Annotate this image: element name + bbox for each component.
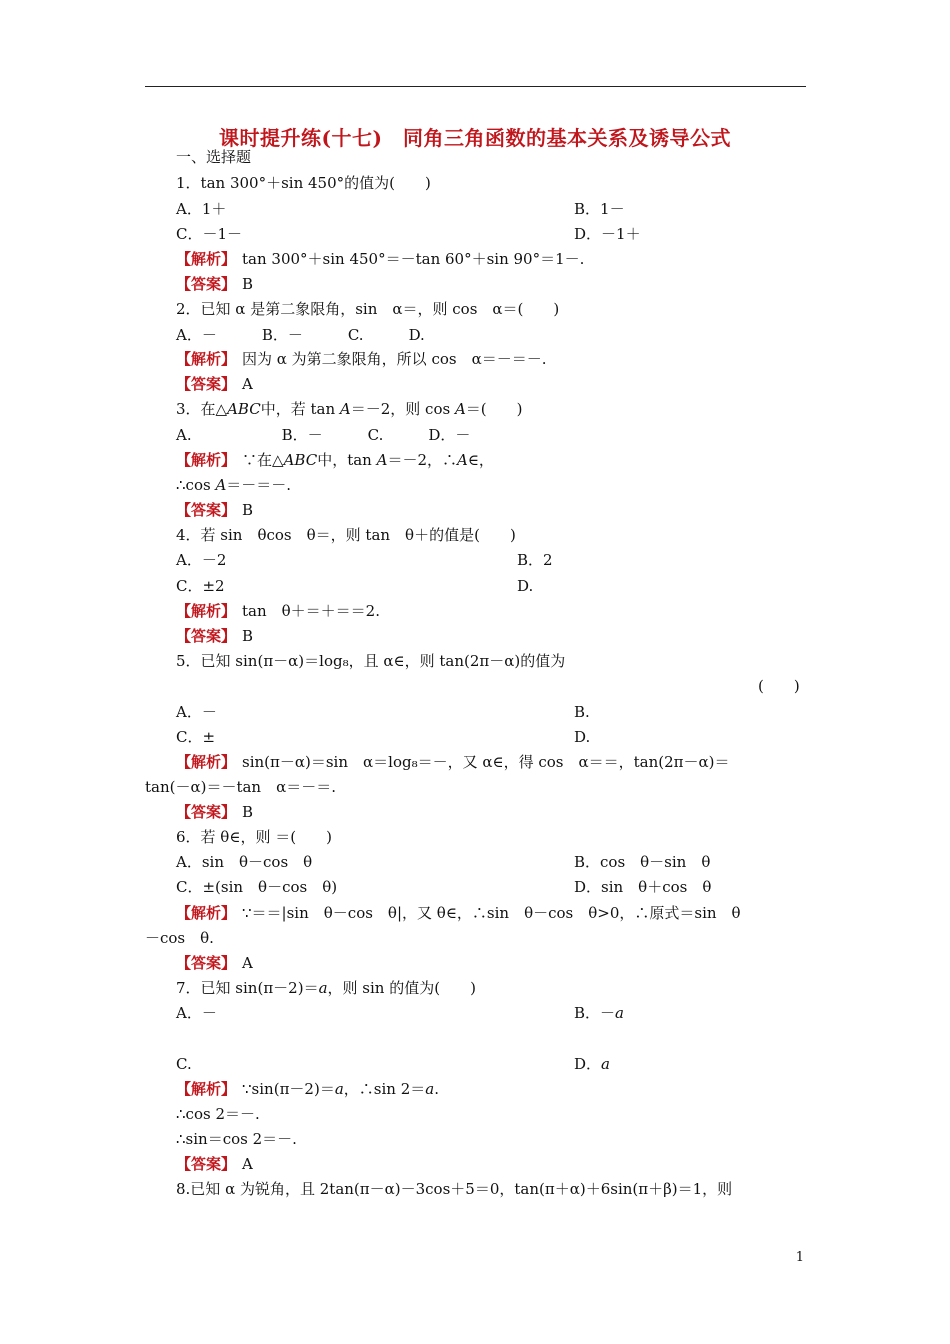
page-number: 1	[795, 1250, 804, 1265]
q4-option-d: D.	[517, 577, 534, 595]
q3-stem-part: 3．在△	[176, 400, 228, 418]
q4-option-b: B．2	[517, 551, 553, 569]
q3-triangle-name: ABC	[227, 400, 261, 418]
q2-answer-value: A	[242, 375, 253, 393]
q3-angle-var: A	[215, 476, 227, 494]
q1-option-a: A．1＋	[176, 200, 227, 218]
q5-option-a: A．－	[176, 703, 217, 721]
analysis-tag: 【解析】	[176, 1080, 237, 1098]
q4-stem: 4．若 sin θcos θ＝，则 tan θ＋的值是( )	[176, 526, 516, 544]
q7-analysis-part: .	[434, 1080, 439, 1098]
q6-analysis-line2: －cos θ.	[145, 929, 214, 947]
q6-option-c: C．±(sin θ－cos θ)	[176, 878, 338, 896]
q7-answer	[176, 1154, 253, 1174]
q7-stem-part: ，则 sin 的值为( )	[327, 979, 476, 997]
analysis-tag: 【解析】	[176, 250, 237, 268]
q7-stem-part: 7．已知 sin(π－2)＝	[176, 979, 319, 997]
q5-analysis	[176, 752, 730, 772]
q5-stem: 5．已知 sin(π－α)＝log₈，且 α∈，则 tan(2π－α)的值为	[176, 652, 566, 670]
q7-var: a	[318, 979, 328, 997]
analysis-tag: 【解析】	[176, 451, 237, 469]
q6-answer-value: A	[242, 954, 253, 972]
page-title: 课时提升练(十七) 同角三角函数的基本关系及诱导公式	[219, 126, 731, 150]
q1-analysis-text: tan 300°＋sin 450°＝－tan 60°＋sin 90°＝1－.	[242, 250, 585, 268]
q3-angle-var: A	[376, 451, 388, 469]
q3-stem-part: ＝－2，则 cos	[350, 400, 455, 418]
q3-analysis-part: ∈，	[467, 451, 494, 469]
q3-analysis	[176, 450, 494, 470]
q3-options: A. B．－ C. D．－	[176, 426, 471, 444]
q4-answer	[176, 626, 253, 646]
q5-answer-value: B	[242, 803, 254, 821]
q7-var: a	[425, 1080, 435, 1098]
q5-answer	[176, 802, 253, 822]
analysis-tag: 【解析】	[176, 602, 237, 620]
q1-analysis	[176, 249, 584, 269]
q4-option-a: A．－2	[176, 551, 227, 569]
analysis-tag: 【解析】	[176, 350, 237, 368]
q2-stem: 2．已知 α 是第二象限角，sin α＝，则 cos α＝( )	[176, 300, 560, 318]
q1-stem: 1．tan 300°＋sin 450°的值为( )	[176, 174, 431, 192]
q3-answer	[176, 500, 253, 520]
q7-option-a: A．－	[176, 1004, 217, 1022]
q5-answer-paren: ( )	[758, 677, 800, 695]
q6-option-a: A．sin θ－cos θ	[176, 853, 313, 871]
q2-analysis-text: 因为 α 为第二象限角，所以 cos α＝－＝－.	[242, 350, 547, 368]
q7-analysis-part: ，∴sin 2＝	[343, 1080, 426, 1098]
q1-answer	[176, 274, 253, 294]
q8-stem: 8.已知 α 为锐角，且 2tan(π－α)－3cos＋5＝0，tan(π＋α)＋6sin(π＋β)＝1，则	[176, 1180, 733, 1198]
q7-var: a	[601, 1055, 610, 1073]
analysis-tag: 【解析】	[176, 753, 237, 771]
q5-analysis-text: sin(π－α)＝sin α＝log₈＝－，又 α∈，得 cos α＝＝，tan(2π－α)＝	[242, 753, 730, 771]
q1-option-b: B．1－	[574, 200, 625, 218]
q6-option-d: D．sin θ＋cos θ	[574, 878, 712, 896]
answer-tag: 【答案】	[176, 1155, 237, 1173]
q3-angle-var: A	[456, 451, 468, 469]
q2-options: A．－ B．－ C. D.	[176, 326, 425, 344]
q7-analysis-line2: ∴cos 2＝－.	[176, 1105, 260, 1123]
q7-analysis-part: ∵sin(π－2)＝	[242, 1080, 335, 1098]
q3-stem-part: 中，若 tan	[260, 400, 340, 418]
q3-analysis-part: ＝－＝－.	[226, 476, 292, 494]
answer-tag: 【答案】	[176, 627, 237, 645]
header-rule	[145, 86, 806, 87]
q3-analysis-part: 中，tan	[317, 451, 377, 469]
section-heading: 一、选择题	[176, 148, 252, 166]
q7-analysis-line3: ∴sin＝cos 2＝－.	[176, 1130, 297, 1148]
q1-answer-value: B	[242, 275, 254, 293]
q6-option-b: B．cos θ－sin θ	[574, 853, 711, 871]
answer-tag: 【答案】	[176, 501, 237, 519]
q1-option-c: C．－1－	[176, 225, 243, 243]
analysis-tag: 【解析】	[176, 904, 237, 922]
q4-analysis	[176, 601, 380, 621]
q7-answer-value: A	[242, 1155, 253, 1173]
q3-stem-part: ＝( )	[465, 400, 523, 418]
answer-tag: 【答案】	[176, 275, 237, 293]
q5-option-d: D.	[574, 728, 591, 746]
q3-analysis-line2	[176, 475, 291, 495]
q7-option-b-text: B．－	[574, 1004, 616, 1022]
q3-triangle-name: ABC	[283, 451, 318, 469]
q3-analysis-part: ∴cos	[176, 476, 216, 494]
q3-angle-var: A	[454, 400, 466, 418]
q7-var: a	[334, 1080, 344, 1098]
answer-tag: 【答案】	[176, 954, 237, 972]
q7-var: a	[615, 1004, 624, 1022]
answer-tag: 【答案】	[176, 803, 237, 821]
q3-answer-value: B	[242, 501, 254, 519]
q7-option-b	[574, 1003, 624, 1023]
q6-analysis-text: ∵＝＝|sin θ－cos θ|，又 θ∈，∴sin θ－cos θ>0，∴原式＝sin θ	[242, 904, 741, 922]
q4-option-c: C．±2	[176, 577, 225, 595]
q5-option-c: C．±	[176, 728, 216, 746]
q4-analysis-text: tan θ＋＝＋＝＝2.	[242, 602, 380, 620]
q6-stem: 6．若 θ∈，则 ＝( )	[176, 828, 332, 846]
q5-option-b: B.	[574, 703, 590, 721]
q7-analysis	[176, 1079, 439, 1099]
q2-answer	[176, 374, 253, 394]
q3-angle-var: A	[339, 400, 351, 418]
q4-answer-value: B	[242, 627, 254, 645]
q3-analysis-part: ∵在△	[242, 451, 284, 469]
answer-tag: 【答案】	[176, 375, 237, 393]
q2-analysis	[176, 349, 546, 369]
q7-option-c: C.	[176, 1055, 192, 1073]
q1-option-d: D．－1＋	[574, 225, 641, 243]
q6-analysis	[176, 903, 741, 923]
q5-analysis-line2: tan(－α)＝－tan α＝－＝.	[145, 778, 336, 796]
q7-option-d-text: D．	[574, 1055, 602, 1073]
q6-answer	[176, 953, 253, 973]
q3-stem	[176, 399, 523, 419]
q3-analysis-part: ＝－2，∴	[387, 451, 457, 469]
q7-option-d	[574, 1054, 610, 1074]
q7-stem	[176, 978, 476, 998]
